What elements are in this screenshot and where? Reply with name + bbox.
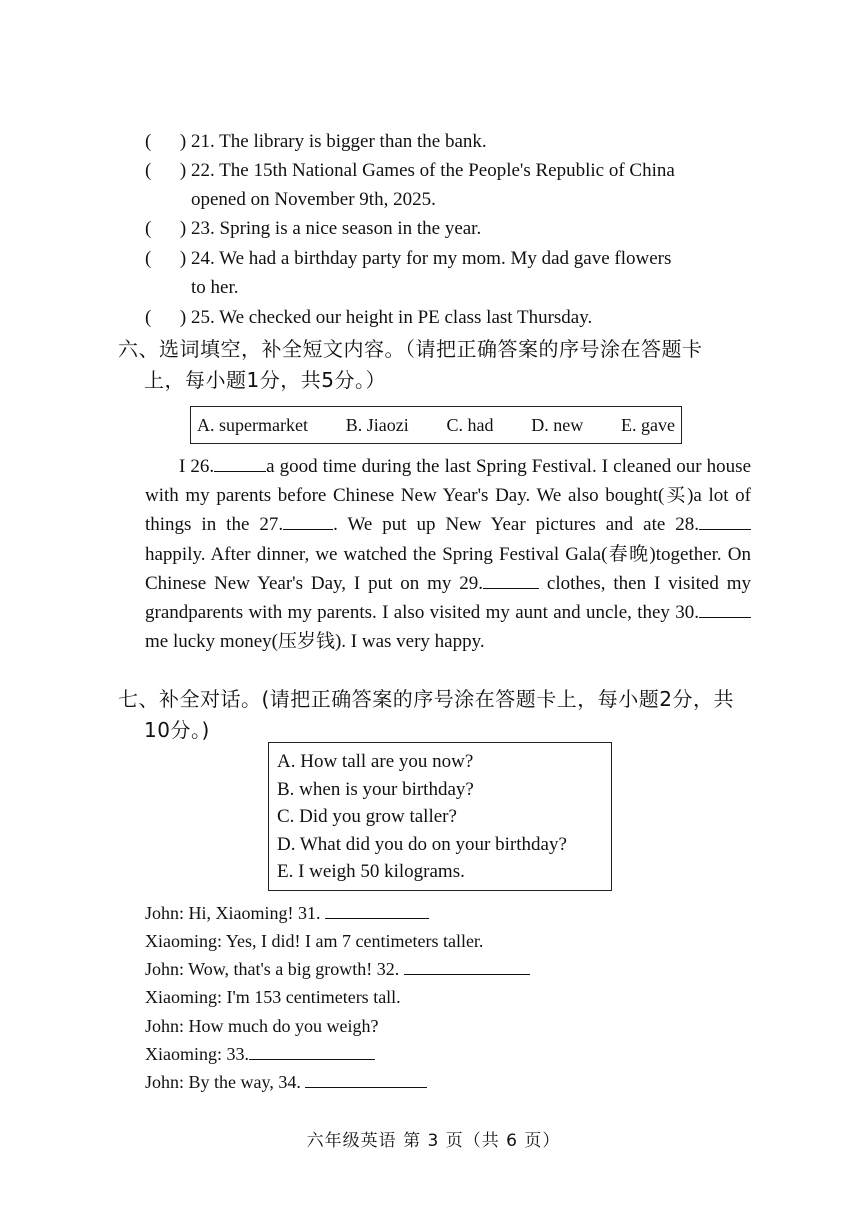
dialogue-line: John: By the way, 34.: [145, 1068, 427, 1096]
dialogue-line: Xiaoming: I'm 153 centimeters tall.: [145, 987, 401, 1007]
dialogue-line: John: Hi, Xiaoming! 31.: [145, 899, 429, 927]
dialogue-option-c: C. Did you grow taller?: [277, 806, 457, 827]
dialogue-line: Xiaoming: Yes, I did! I am 7 centimeters taller.: [145, 931, 484, 951]
option-d: D. new: [531, 414, 584, 435]
section-6-heading: 六、选词填空，补全短文内容。（请把正确答案的序号涂在答题卡 上，每小题1分，共5分。）: [118, 337, 703, 392]
word-options-box: [190, 406, 682, 444]
dialogue-line: John: How much do you weigh?: [145, 1016, 379, 1036]
option-c: C. had: [446, 414, 494, 435]
option-b: B. Jiaozi: [345, 414, 409, 435]
judgment-item-25: ( ) 25. We checked our height in PE class last Thursday.: [145, 307, 593, 328]
blank-32: [404, 958, 530, 975]
dialogue-option-a: A. How tall are you now?: [277, 751, 474, 772]
section-7-heading: 七、补全对话。(请把正确答案的序号涂在答题卡上，每小题2分，共 10分。): [118, 687, 735, 742]
blank-34: [305, 1071, 427, 1088]
dialogue-option-e: E. I weigh 50 kilograms.: [277, 861, 465, 882]
judgment-item-24: ( ) 24. We had a birthday party for my mom. My dad gave flowers to her.: [145, 244, 671, 302]
judgment-text: 22. The 15th National Games of the People's Republic of China: [191, 160, 675, 181]
judgment-text: 23. Spring is a nice season in the year.: [191, 218, 482, 239]
blank-31: [325, 902, 429, 919]
judgment-item-23: ( ) 23. Spring is a nice season in the year.: [145, 218, 482, 239]
blank-30: [699, 600, 751, 618]
blank-28: [699, 512, 751, 530]
dialogue-option-b: B. when is your birthday?: [277, 778, 474, 800]
dialogue-line: John: Wow, that's a big growth! 32.: [145, 955, 530, 983]
blank-27: [283, 512, 333, 530]
judgment-text-cont: opened on November 9th, 2025.: [191, 189, 436, 210]
option-e: E. gave: [620, 414, 675, 435]
judgment-item-22: ( ) 22. The 15th National Games of the People's Republic of China opened on November 9th, 2025.: [145, 156, 675, 214]
option-a: A. supermarket: [197, 414, 308, 435]
page-footer: 六年级英语 第 3 页（共 6 页）: [306, 1131, 561, 1151]
blank-33: [249, 1043, 375, 1060]
dialogue-options-box: [268, 742, 612, 891]
judgment-text-cont: to her.: [191, 277, 239, 298]
cloze-passage: I 26. a good time during the last Spring Festival. I cleaned our house with my parents before Chinese New Year's Day. We also bought(买)a lot of things in the 27. . We put up New Year pictures and ate 28. happily. After dinner, we watched the Spring Festival Gala(春晚)together. On Chinese New Year's Day, I put on my 29. clothes, then I visited my grandparents with my parents. I also visited my aunt and uncle, they 30. me lucky money(压岁钱). I was very happy.: [145, 456, 751, 653]
judgment-text: 25. We checked our height in PE class last Thursday.: [191, 307, 593, 328]
dialogue-line: Xiaoming: 33.: [145, 1040, 375, 1068]
blank-26: [214, 454, 266, 472]
judgment-text: 21. The library is bigger than the bank.: [191, 131, 487, 152]
judgment-text: 24. We had a birthday party for my mom. My dad gave flowers: [191, 248, 672, 269]
dialogue-option-d: D. What did you do on your birthday?: [277, 833, 567, 855]
judgment-item-21: ( ) 21. The library is bigger than the bank.: [145, 131, 487, 152]
blank-29: [483, 571, 539, 589]
